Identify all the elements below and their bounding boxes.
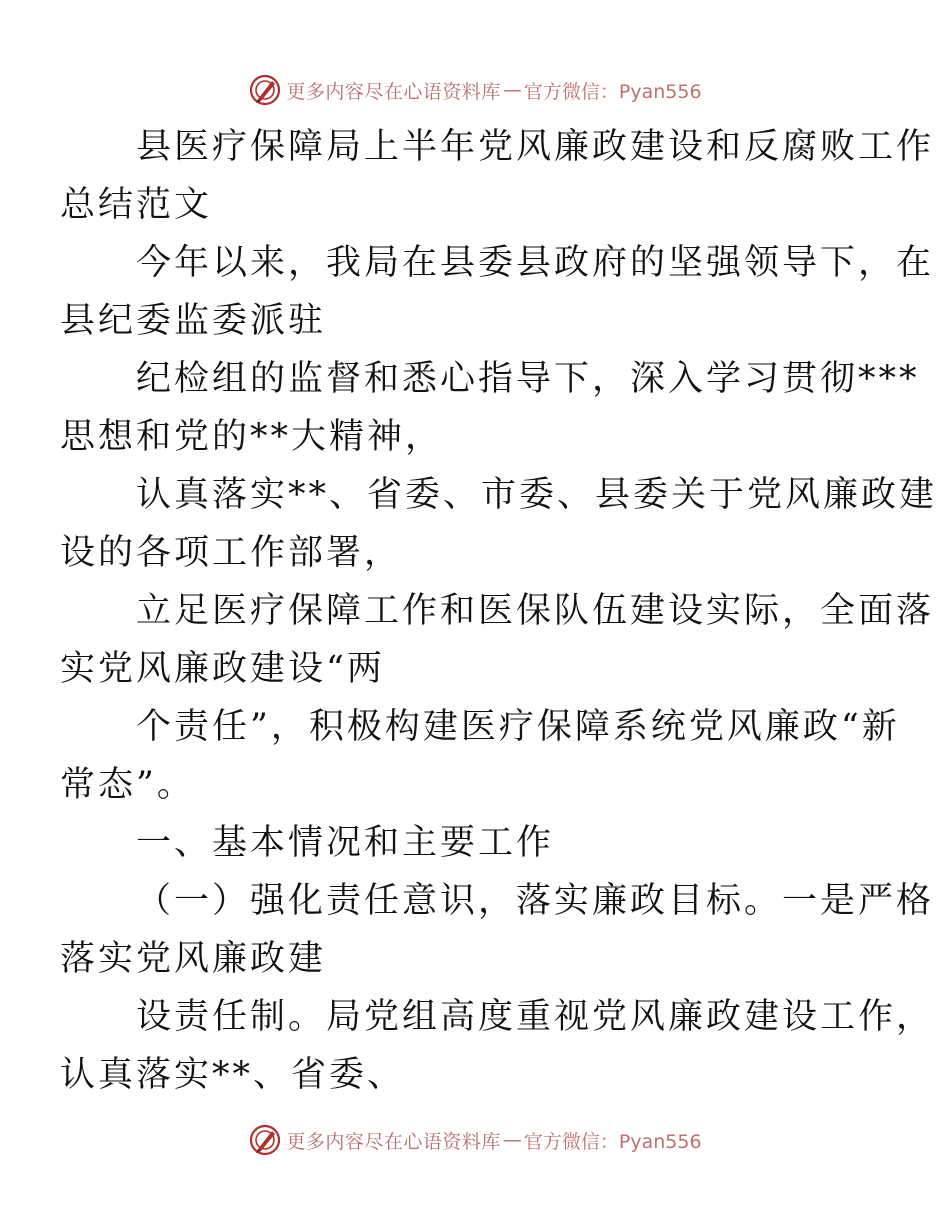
text-line: 设的各项工作部署，	[60, 533, 403, 573]
text-line: 落实党风廉政建	[60, 939, 327, 979]
text-line: 总结范文	[60, 185, 213, 225]
text-line: 思想和党的**大精神，	[60, 417, 444, 457]
paragraph	[60, 872, 935, 988]
watermark-text: 更多内容尽在心语资料库	[286, 80, 501, 103]
text-line: 常态”。	[60, 765, 195, 805]
text-line: 实党风廉政建设“两	[60, 649, 385, 689]
text-line: 认真落实**、省委、	[60, 1055, 406, 1095]
text-line: 一、基本情况和主要工作	[136, 823, 555, 863]
watermark-separator: —	[502, 1129, 522, 1151]
section-heading	[98, 814, 858, 872]
text-line: 设责任制。局党组高度重视党风廉政建设工作，	[136, 997, 935, 1037]
text-line: 立足医疗保障工作和医保队伍建设实际，全面落	[136, 591, 935, 631]
text-line: （一）强化责任意识，落实廉政目标。一是严格	[136, 881, 935, 921]
watermark-text: 更多内容尽在心语资料库	[286, 1130, 501, 1153]
text-line: 今年以来，我局在县委县政府的坚强领导下，在	[136, 243, 935, 283]
paragraph	[60, 234, 935, 350]
paragraph	[60, 466, 938, 582]
watermark-contact: 官方微信：Pyan556	[523, 1130, 702, 1153]
title-paragraph	[60, 118, 935, 234]
paragraph	[60, 988, 935, 1104]
paragraph	[60, 582, 935, 698]
watermark-contact: 官方微信：Pyan556	[523, 80, 702, 103]
watermark-separator: —	[502, 79, 522, 101]
text-line: 县医疗保障局上半年党风廉政建设和反腐败工作	[136, 127, 935, 167]
text-line: 认真落实**、省委、市委、县委关于党风廉政建	[136, 475, 938, 515]
paragraph	[60, 350, 920, 466]
document-body	[60, 118, 938, 1104]
pen-logo-icon	[248, 1123, 282, 1157]
pen-logo-icon	[248, 73, 282, 107]
watermark-banner-bottom	[0, 1120, 950, 1160]
watermark-banner-top	[0, 70, 950, 110]
text-line: 县纪委监委派驻	[60, 301, 327, 341]
text-line: 个责任”，积极构建医疗保障系统党风廉政“新	[136, 707, 900, 747]
paragraph	[60, 698, 900, 814]
text-line: 纪检组的监督和悉心指导下，深入学习贯彻***	[136, 359, 920, 399]
